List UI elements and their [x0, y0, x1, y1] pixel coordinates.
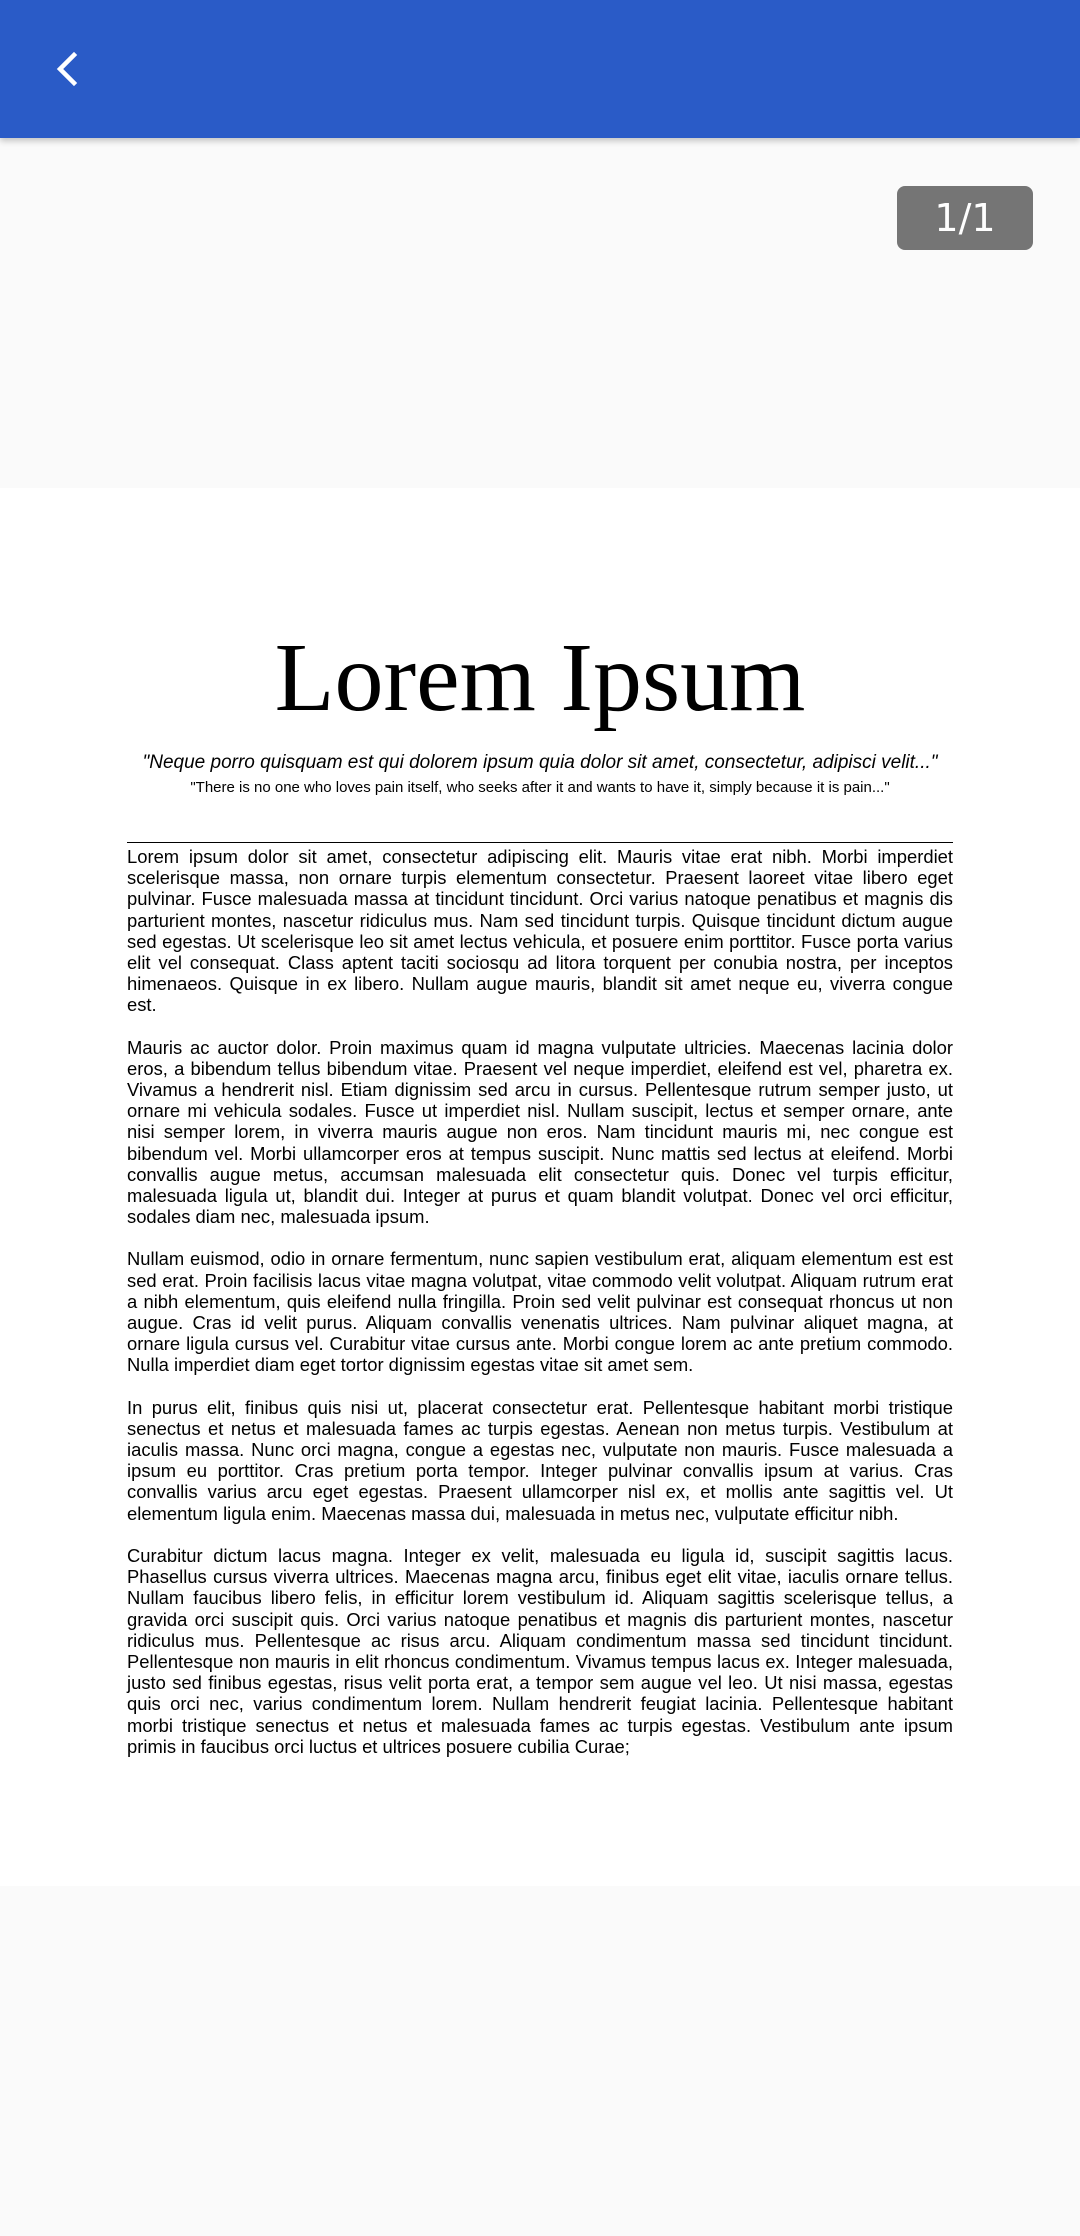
document-body [127, 846, 953, 1778]
latin-quote: "Neque porro quisquam est qui dolorem ipsum quia dolor sit amet, consectetur, adipisci velit..." [142, 752, 938, 773]
paragraph: Nullam euismod, odio in ornare fermentum, nunc sapien vestibulum erat, aliquam elementum est est sed erat. Proin facilisis lacus vitae magna volutpat, vitae commodo velit volutpat. Aliquam rutrum erat a nibh elementum, quis eleifend nulla fringilla. Proin sed velit pulvinar est consequat rhoncus ut non augue. Cras id velit purus. Aliquam convallis venenatis ultrices. Nam pulvinar aliquet magna, at ornare ligula cursus vel. Curabitur vitae cursus ante. Morbi congue lorem ac ante pretium commodo. Nulla imperdiet diam eget tortor dignissim egestas vitae sit amet sem. [127, 1248, 953, 1376]
paragraph: Mauris ac auctor dolor. Proin maximus quam id magna vulputate ultricies. Maecenas lacinia dolor eros, a bibendum tellus bibendum vitae. Praesent vel neque imperdiet, eleifend est vel, pharetra ex. Vivamus a hendrerit nisl. Etiam dignissim sed arcu in cursus. Pellentesque rutrum semper justo, ut ornare mi vehicula sodales. Fusce ut imperdiet nisl. Nullam suscipit, lectus et semper ornare, ante nisi semper lorem, in viverra mauris augue non eros. Nam tincidunt mauris mi, nec congue est bibendum vel. Morbi ullamcorper eros at tempus suscipit. Nunc mattis sed lectus at eleifend. Morbi convallis augue metus, accumsan malesuada elit consectetur quis. Donec vel turpis efficitur, malesuada ligula ut, blandit dui. Integer at purus et quam blandit volutpat. Donec vel orci efficitur, sodales diam nec, malesuada ipsum. [127, 1036, 953, 1228]
document-title: Lorem Ipsum [274, 624, 806, 732]
back-button[interactable] [36, 36, 102, 102]
english-quote: "There is no one who loves pain itself, who seeks after it and wants to have it, simply because it is pain..." [190, 779, 890, 796]
paragraph: In purus elit, finibus quis nisi ut, placerat consectetur erat. Pellentesque habitant morbi tristique senectus et netus et malesuada fames ac turpis egestas. Aenean non metus turpis. Vestibulum at iaculis massa. Nunc orci magna, congue a egestas nec, vulputate non mauris. Fusce malesuada a ipsum eu porttitor. Cras pretium porta tempor. Integer pulvinar convallis ipsum at varius. Cras convallis varius arcu eget egestas. Praesent ullamcorper nisl ex, et mollis ante sagittis vel. Ut elementum ligula enim. Maecenas massa dui, malesuada in metus nec, vulputate efficitur nibh. [127, 1396, 953, 1524]
app-bar [0, 0, 1080, 138]
divider [127, 842, 953, 843]
page-counter-badge: 1/1 [897, 186, 1033, 250]
paragraph: Curabitur dictum lacus magna. Integer ex velit, malesuada eu ligula id, suscipit sagittis lacus. Phasellus cursus viverra ultrices. Maecenas magna arcu, finibus eget elit vitae, iaculis ornare tellus. Nullam faucibus libero felis, in efficitur lorem vestibulum id. Aliquam sagittis scelerisque tellus, a gravida orci suscipit quis. Orci varius natoque penatibus et magnis dis parturient montes, nascetur ridiculus mus. Pellentesque ac risus arcu. Aliquam condimentum massa sed tincidunt tincidunt. Pellentesque non mauris in elit rhoncus condimentum. Vivamus tempus lacus ex. Integer malesuada, justo sed finibus egestas, risus velit porta erat, a tempor sem augue vel leo. Ut nisi massa, egestas quis orci nec, varius condimentum lorem. Nullam hendrerit feugiat lacinia. Pellentesque habitant morbi tristique senectus et netus et malesuada fames ac turpis egestas. Vestibulum ante ipsum primis in faucibus orci luctus et ultrices posuere cubilia Curae; [127, 1544, 953, 1757]
pdf-page[interactable] [0, 488, 1080, 1886]
chevron-left-icon [49, 49, 89, 89]
paragraph: Lorem ipsum dolor sit amet, consectetur adipiscing elit. Mauris vitae erat nibh. Morbi imperdiet scelerisque massa, non ornare turpis elementum consectetur. Praesent laoreet vitae libero eget pulvinar. Fusce malesuada massa at tincidunt tincidunt. Orci varius natoque penatibus et magnis dis parturient montes, nascetur ridiculus mus. Nam sed tincidunt turpis. Quisque tincidunt dictum augue sed egestas. Ut scelerisque leo sit amet lectus vehicula, et posuere enim porttitor. Fusce porta varius elit vel consequat. Class aptent taciti sociosqu ad litora torquent per conubia nostra, per inceptos himenaeos. Quisque in ex libero. Nullam augue mauris, blandit sit amet neque eu, viverra congue est. [127, 846, 953, 1016]
